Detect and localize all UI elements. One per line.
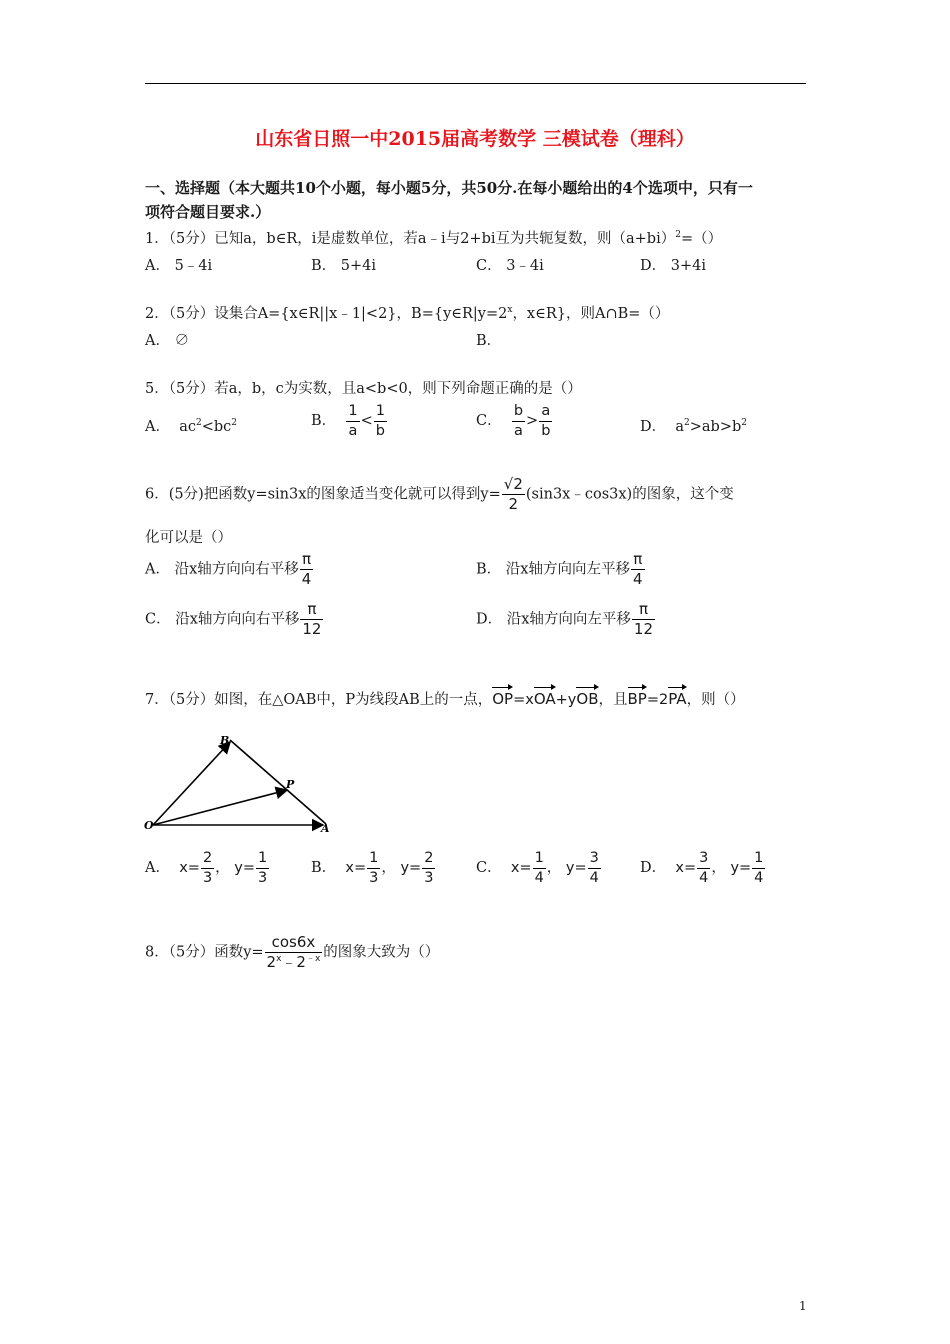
q7-d-xn: 3 bbox=[697, 851, 710, 869]
q7-a-yd: 3 bbox=[258, 869, 268, 886]
q8-num: cos6x bbox=[265, 935, 323, 953]
q1-option-b: B． 5+4i bbox=[311, 258, 377, 274]
q5-c-n1: b bbox=[512, 404, 525, 422]
q7-b-xfrac bbox=[367, 851, 380, 885]
q2-option-b: B． bbox=[476, 333, 502, 349]
section-heading-line1: 一、选择题（本大题共10个小题，每小题5分，共50分.在每小题给出的4个选项中，只有一 bbox=[145, 179, 753, 197]
section-heading-line2: 项符合题目要求.） bbox=[145, 203, 271, 221]
q5-d-sup1: 2 bbox=[684, 418, 690, 429]
q6-b-den: 4 bbox=[632, 570, 643, 588]
q7-c-yn: 3 bbox=[588, 851, 601, 869]
question-5-stem: 5．（5分）若a，b，c为实数，且a<b<0，则下列命题正确的是（） bbox=[145, 381, 582, 397]
q5-b-n2: 1 bbox=[374, 404, 387, 422]
section-heading bbox=[145, 176, 753, 224]
q5-d-sup2: 2 bbox=[741, 418, 747, 429]
q7-option-b bbox=[311, 851, 436, 885]
q8-text: 8．（5分）函数y= bbox=[145, 944, 264, 961]
q7-d-yfrac bbox=[752, 851, 765, 885]
q2-text: 2．（5分）设集合A={x∈R||x﹣1|<2}，B={y∈R|y=2 bbox=[145, 306, 508, 322]
q7-a-xfrac bbox=[201, 851, 214, 885]
q7-b-yfrac bbox=[422, 851, 435, 885]
q7-b-x: x= bbox=[345, 860, 367, 876]
q2-option-a: A． ∅ bbox=[145, 333, 190, 349]
q7-b-xn: 1 bbox=[367, 851, 380, 869]
q1-option-c: C． 3﹣4i bbox=[476, 258, 544, 274]
q7-a-label: A． bbox=[145, 860, 170, 876]
question-1-stem bbox=[145, 227, 722, 248]
q7-c-y: y= bbox=[565, 860, 587, 876]
q5-option-c bbox=[476, 404, 553, 438]
q1-option-a: A． 5﹣4i bbox=[145, 258, 213, 274]
q1-option-d: D． 3+4i bbox=[640, 258, 706, 274]
q5-b-op: < bbox=[360, 413, 373, 429]
q7-d-x: x= bbox=[675, 860, 697, 876]
q7-eq2: +y bbox=[555, 692, 577, 708]
q7-eq1: =x bbox=[513, 692, 534, 708]
q8-text-end: 的图象大致为（） bbox=[323, 944, 440, 961]
question-8-stem bbox=[145, 935, 439, 970]
q5-c-op: > bbox=[526, 413, 539, 429]
q5-d-t1: a bbox=[675, 419, 685, 435]
segment-op bbox=[153, 790, 287, 825]
q7-b-xd: 3 bbox=[369, 869, 379, 886]
q5-c-n2: a bbox=[539, 404, 552, 422]
q5-d-label: D． bbox=[640, 419, 667, 435]
q7-c-label: C． bbox=[476, 860, 502, 876]
q5-b-frac1 bbox=[346, 404, 359, 438]
q6-c-num: π bbox=[300, 602, 323, 620]
q7-a-yfrac bbox=[256, 851, 269, 885]
q6-frac bbox=[502, 477, 525, 512]
q7-text-end: ，则（） bbox=[686, 692, 745, 708]
q6-a-frac bbox=[300, 552, 314, 587]
q5-option-d bbox=[640, 415, 747, 436]
q7-eq3: =2 bbox=[646, 692, 669, 708]
q1-text-end: =（） bbox=[680, 231, 723, 247]
question-6-line2: 化可以是（） bbox=[145, 530, 232, 546]
q7-a-yn: 1 bbox=[256, 851, 269, 869]
q6-frac-den: 2 bbox=[508, 495, 519, 513]
q6-frac-num: √2 bbox=[503, 475, 523, 493]
q1-sup: 2 bbox=[675, 230, 681, 241]
q7-d-yn: 1 bbox=[752, 851, 765, 869]
q7-d-label: D． bbox=[640, 860, 667, 876]
q6-option-b bbox=[476, 552, 646, 587]
q7-text: 7．（5分）如图，在△OAB中，P为线段AB上的一点， bbox=[145, 692, 493, 708]
document-title: 山东省日照一中2015届高考数学 三模试卷（理科） bbox=[255, 128, 695, 150]
q6-c-frac bbox=[300, 602, 323, 637]
q7-d-comma: ， bbox=[711, 860, 726, 876]
q5-a-t1: ac bbox=[179, 419, 196, 435]
q5-c-frac1 bbox=[512, 404, 525, 438]
q7-c-yfrac bbox=[588, 851, 601, 885]
q7-b-y: y= bbox=[400, 860, 422, 876]
q6-option-c bbox=[145, 602, 324, 637]
q6-b-frac bbox=[631, 552, 645, 587]
q8-den-mid: ﹣2 bbox=[281, 953, 306, 971]
q5-b-d2: b bbox=[375, 422, 385, 439]
q6-d-den: 12 bbox=[633, 620, 654, 638]
q6-a-text: A． 沿x轴方向向右平移 bbox=[145, 561, 299, 578]
q6-text: 6．(5分)把函数y=sin3x的图象适当变化就可以得到y= bbox=[145, 486, 501, 503]
q7-b-label: B． bbox=[311, 860, 337, 876]
q6-b-num: π bbox=[631, 552, 645, 570]
q6-c-den: 12 bbox=[302, 620, 322, 638]
vector-ob: OB bbox=[576, 690, 599, 708]
vector-bp: BP bbox=[627, 690, 647, 708]
q8-den bbox=[265, 953, 323, 970]
label-b: B bbox=[220, 734, 230, 747]
q5-c-label: C． bbox=[476, 413, 502, 429]
q7-a-comma: ， bbox=[215, 860, 230, 876]
label-p: P bbox=[286, 778, 295, 791]
q7-option-d bbox=[640, 851, 766, 885]
q6-text-end: (sin3x﹣cos3x)的图象，这个变 bbox=[525, 486, 734, 503]
q5-b-d1: a bbox=[348, 422, 358, 439]
q6-option-a bbox=[145, 552, 314, 587]
q5-c-d1: a bbox=[513, 422, 523, 439]
q5-b-frac2 bbox=[374, 404, 387, 438]
q7-d-xfrac bbox=[697, 851, 710, 885]
q5-a-t2: <bc bbox=[201, 419, 232, 435]
question-2-stem bbox=[145, 302, 669, 323]
page-number: 1 bbox=[799, 1299, 807, 1313]
q5-d-t2: >ab>b bbox=[689, 419, 742, 435]
q5-a-sup2: 2 bbox=[231, 418, 237, 429]
q1-text: 1．（5分）已知a，b∈R，i是虚数单位，若a﹣i与2+bi互为共轭复数，则（a+bi） bbox=[145, 231, 676, 247]
q7-c-xfrac bbox=[533, 851, 546, 885]
q8-den-sup1: x bbox=[276, 954, 282, 964]
q7-b-yn: 2 bbox=[422, 851, 435, 869]
segment-ab bbox=[230, 740, 326, 824]
q5-option-a bbox=[145, 415, 237, 436]
q7-c-yd: 4 bbox=[589, 869, 599, 886]
q5-b-label: B． bbox=[311, 413, 337, 429]
q8-frac bbox=[265, 935, 323, 970]
q6-option-d bbox=[476, 602, 656, 637]
q7-mid: ，且 bbox=[598, 692, 628, 708]
label-a: A bbox=[321, 822, 330, 835]
label-o: O bbox=[144, 819, 154, 832]
q5-c-d2: b bbox=[541, 422, 551, 439]
q6-a-den: 4 bbox=[301, 570, 312, 588]
triangle-oab-figure bbox=[140, 728, 340, 838]
q2-text-end: ，x∈R}，则A∩B=（） bbox=[512, 306, 670, 322]
q7-a-xn: 2 bbox=[201, 851, 214, 869]
q8-den-sup2: ﹣x bbox=[305, 954, 321, 964]
q7-b-yd: 3 bbox=[424, 869, 434, 886]
q5-option-b bbox=[311, 404, 388, 438]
q7-option-a bbox=[145, 851, 270, 885]
q7-c-xn: 1 bbox=[533, 851, 546, 869]
q6-d-text: D． 沿x轴方向向左平移 bbox=[476, 611, 631, 628]
q7-d-xd: 4 bbox=[699, 869, 709, 886]
q7-d-yd: 4 bbox=[754, 869, 764, 886]
q5-c-frac2 bbox=[539, 404, 552, 438]
q6-d-frac bbox=[632, 602, 655, 637]
q2-sup: x bbox=[507, 305, 513, 316]
segment-ob bbox=[153, 742, 230, 825]
q6-d-num: π bbox=[632, 602, 655, 620]
q6-c-text: C． 沿x轴方向向右平移 bbox=[145, 611, 300, 628]
vector-pa: PA bbox=[668, 690, 687, 708]
q6-b-text: B． 沿x轴方向向左平移 bbox=[476, 561, 630, 578]
q8-den-a: 2 bbox=[266, 953, 277, 971]
top-rule bbox=[145, 83, 806, 84]
q5-a-sup1: 2 bbox=[195, 418, 202, 429]
q7-c-x: x= bbox=[510, 860, 532, 876]
q7-a-xd: 3 bbox=[202, 869, 213, 886]
q7-a-x: x= bbox=[179, 860, 200, 876]
vector-op: OP bbox=[492, 690, 514, 708]
q7-c-xd: 4 bbox=[534, 869, 544, 886]
q7-d-y: y= bbox=[730, 860, 752, 876]
q7-c-comma: ， bbox=[546, 860, 562, 876]
q5-a-label: A． bbox=[145, 419, 170, 435]
q7-option-c bbox=[476, 851, 602, 885]
question-6-stem bbox=[145, 477, 734, 512]
q7-a-y: y= bbox=[234, 860, 256, 876]
q7-b-comma: ， bbox=[381, 860, 396, 876]
question-7-stem bbox=[145, 688, 745, 709]
q5-b-n1: 1 bbox=[346, 404, 359, 422]
vector-oa: OA bbox=[533, 690, 556, 708]
q6-a-num: π bbox=[300, 552, 314, 570]
